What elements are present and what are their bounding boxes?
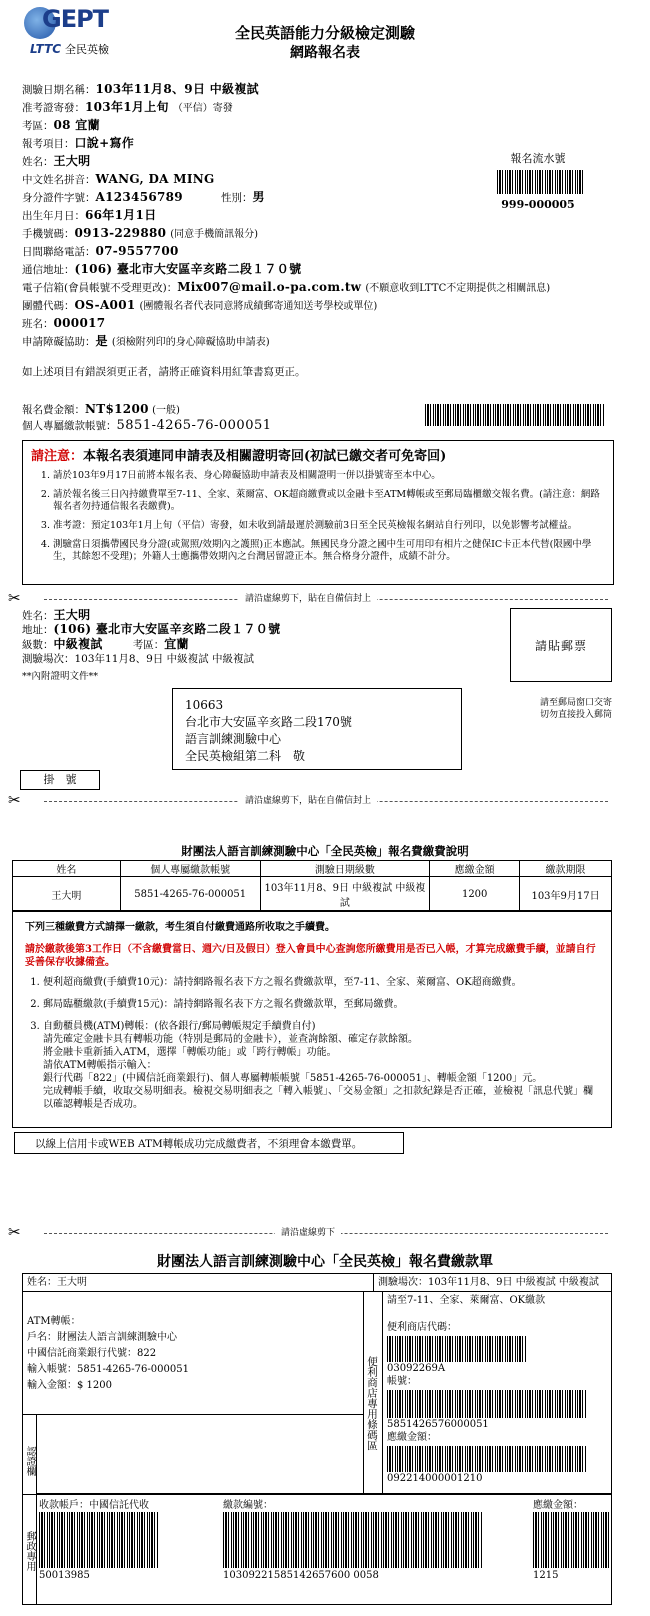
form-row <box>22 262 301 277</box>
payment-title: 財團法人語言訓練測驗中心「全民英檢」報名費繳費說明 <box>181 844 469 858</box>
form-row <box>22 118 100 133</box>
env-date-row <box>22 652 254 666</box>
env-name: 王大明 <box>53 608 91 622</box>
env-level-label: 級數： <box>22 639 54 651</box>
credit-note-text: 以線上信用卡或WEB ATM轉帳成功完成繳費者，不須理會本繳費單。 <box>35 1138 363 1150</box>
form-row <box>22 280 550 296</box>
slip-name-label: 姓名： <box>27 1277 57 1288</box>
recipient-line: 10663 <box>185 698 224 712</box>
form-row-label: 通信地址： <box>22 264 75 276</box>
amount-barcode-value: 092214000001210 <box>387 1473 483 1484</box>
atm-line: 完成轉帳手續，收取交易明細表。檢視交易明細表之「轉入帳號」、「交易金額」之扣款紀錄是否正確，並檢視「訊息代號」欄以確認轉帳是否成功。 <box>43 1086 593 1110</box>
slip-conv-label <box>363 1292 383 1494</box>
store-barcode-value: 03092269A <box>387 1363 446 1374</box>
form-row <box>22 244 179 259</box>
slip-payee-label: 收款帳戶：中國信託代收 <box>39 1500 149 1511</box>
env-date-label: 測驗場次： <box>22 653 75 665</box>
scissors-icon: ✂ <box>8 1223 21 1241</box>
slip-conv-label-text: 便利商店專用條碼區 <box>366 1355 378 1451</box>
form-row-value: 是 <box>95 334 108 348</box>
form-row-label: 准考證寄發： <box>22 102 85 114</box>
pay-no-barcode <box>223 1512 483 1568</box>
cut-line-text: 請沿虛線剪下，貼在自備信封上 <box>239 594 377 604</box>
notice-heading <box>31 445 605 464</box>
form-row-value: 王大明 <box>53 154 91 168</box>
form-row-value: 66年1月1日 <box>85 208 157 222</box>
form-row <box>22 208 157 223</box>
form-row-label: 姓名： <box>22 156 54 168</box>
slip-stamp-label: 認證欄 <box>23 1415 37 1494</box>
atm-line: 請先確定金融卡具有轉帳功能（特別是郵局的金融卡），並查詢餘額、確定存款餘額。 <box>43 1034 418 1045</box>
cut-line <box>8 1223 608 1241</box>
form-row-value: 0913-229880 <box>74 226 167 240</box>
payment-table-header: 姓名 <box>13 861 121 877</box>
post-note-line: 請至郵局窗口交寄 <box>539 698 612 708</box>
recipient-box <box>172 688 462 770</box>
form-row-extra-value: 男 <box>252 190 265 204</box>
slip-atm-line: ATM轉帳： <box>27 1316 81 1327</box>
slip-date-label: 測驗場次： <box>378 1277 428 1288</box>
form-row-value: OS-A001 <box>74 298 136 312</box>
payment-methods <box>43 976 601 1111</box>
form-row <box>22 226 258 242</box>
notice-item: 1. 請於103年9月17日前將本報名表、身心障礙協助申請表及相關證明一併以掛號寄至本中心。 <box>53 470 605 482</box>
notice-list <box>53 470 605 563</box>
payment-method: 2. 郵局臨櫃繳款(手續費15元)：請持網路報名表下方之報名費繳款單，至郵局繳費。 <box>43 998 601 1011</box>
slip-title: 財團法人語言訓練測驗中心「全民英檢」報名費繳款單 <box>157 1254 493 1270</box>
form-row <box>22 316 105 331</box>
form-row-note: （平信）寄發 <box>172 103 233 114</box>
slip-acct-label: 帳號： <box>387 1376 417 1387</box>
amount-barcode-bottom <box>533 1512 609 1568</box>
env-addr-label: 地址： <box>22 624 54 636</box>
credit-note <box>14 1132 404 1154</box>
form-row-label: 出生年月日： <box>22 210 85 222</box>
slip-atm-line: 輸入金額：$ 1200 <box>27 1380 112 1391</box>
account-row <box>22 419 272 433</box>
form-title: 全民英語能力分級檢定測驗 <box>234 24 415 42</box>
logo-brand: LTTC <box>30 42 62 56</box>
form-row-value: (106) 臺北市大安區辛亥路二段１７０號 <box>74 262 302 276</box>
form-row-note: (須檢附列印的身心障礙協助申請表) <box>111 337 270 348</box>
form-row <box>22 298 377 314</box>
form-row-value: 07-9557700 <box>95 244 179 258</box>
slip-conv-area <box>387 1294 609 1485</box>
slip-amount: 1215 <box>533 1570 559 1581</box>
payment-table-cell: 5851-4265-76-000051 <box>120 877 260 912</box>
env-name-row <box>22 608 90 623</box>
env-enclosed: **內附證明文件** <box>22 671 99 682</box>
form-row <box>22 334 270 350</box>
logo-subtext: 全民英檢 <box>64 43 109 56</box>
slip-name: 王大明 <box>57 1277 87 1288</box>
scissors-icon: ✂ <box>8 791 21 809</box>
notice-item: 3. 准考證：預定103年1月上旬（平信）寄發，如未收到請最遲於測驗前3日至全民英檢報名網站自行列印，以免影響考試權益。 <box>53 520 605 532</box>
form-row <box>22 82 259 97</box>
form-row-value: 08 宜蘭 <box>53 118 100 132</box>
slip-bottom-bar <box>37 1493 612 1605</box>
recipient-line: 全民英檢組第二科 敬 <box>185 749 306 763</box>
form-row-label: 測驗日期名稱： <box>22 84 96 96</box>
recipient-line: 台北市大安區辛亥路二段170號 <box>185 715 352 729</box>
notice-item: 4. 測驗當日須攜帶國民身分證(或駕照/效期內之護照)正本應試。無國民身分證之國中生可用印有相片之健保IC卡正本代替(限國中學生，其餘恕不受理)；外籍人士應攜帶效期內之台灣居留證正本。無合格身分證件，成績不計分。 <box>53 539 605 563</box>
post-note <box>520 697 612 721</box>
notice-item: 2. 請於報名後三日內持繳費單至7-11、全家、萊爾富、OK超商繳費或以金融卡至ATM轉帳或至郵局臨櫃繳交報名費。(請注意：網路報名者勿持通信報名表繳費)。 <box>53 489 605 513</box>
slip-amount-label: 應繳金額： <box>533 1500 583 1511</box>
form-row-label: 考區： <box>22 120 54 132</box>
env-addr-row <box>22 622 280 637</box>
logo-text: GEPT <box>42 5 109 33</box>
form-row <box>22 100 233 116</box>
payment-red-note: 請於繳款後第3工作日（不含繳費當日、週六/日及假日）登入會員中心查詢您所繳費用是否已入帳，才算完成繳費手續，並請自行妥善保存收據備查。 <box>25 944 596 968</box>
payment-intro: 下列三種繳費方式請擇一繳款，考生須自付繳費通路所收取之手續費。 <box>25 922 335 933</box>
slip-pay-no: 10309221585142657600 0058 <box>223 1570 379 1581</box>
serial-label: 報名流水號 <box>510 152 566 165</box>
payment-table-cell: 103年11月8、9日 中級複試 中級複試 <box>260 877 430 912</box>
env-date: 103年11月8、9日 中級複試 中級複試 <box>74 653 254 665</box>
fee-note: (一般) <box>152 405 180 416</box>
form-row-value: 103年11月8、9日 中級複試 <box>95 82 259 96</box>
registered-label: 掛 號 <box>43 773 77 786</box>
registered-box <box>20 770 100 790</box>
slip-top-row <box>23 1274 611 1292</box>
form-row-label: 班名： <box>22 318 54 330</box>
atm-line: 請依ATM轉帳指示輸入： <box>43 1060 157 1071</box>
payment-table-cell: 103年9月17日 <box>520 877 612 912</box>
form-row-value: 口說+寫作 <box>74 136 135 150</box>
cut-line <box>8 791 608 809</box>
env-level: 中級複試 <box>53 637 103 651</box>
stamp-box <box>510 608 612 682</box>
scissors-icon: ✂ <box>8 589 21 607</box>
form-row-value: 103年1月上旬 <box>85 100 169 114</box>
form-row-label: 身分證件字號： <box>22 192 96 204</box>
payment-instructions <box>12 910 612 1128</box>
form-row-note: (同意手機簡訊報分) <box>170 229 259 240</box>
form-row-label: 手機號碼： <box>22 228 75 240</box>
post-note-line: 切勿直接投入郵筒 <box>539 710 612 720</box>
slip-payee-code: 50013985 <box>39 1570 90 1581</box>
env-area-label: 考區： <box>132 639 165 651</box>
slip-pay-no-label: 繳款編號： <box>223 1500 273 1511</box>
form-row-label: 團體代碼： <box>22 300 75 312</box>
form-row-label: 申請障礙協助： <box>22 336 96 348</box>
payee-barcode <box>39 1512 159 1568</box>
form-row-label: 中文姓名拼音： <box>22 174 96 186</box>
form-row-value: WANG, DA MING <box>95 172 215 186</box>
slip-atm-line: 中國信託商業銀行代號：822 <box>27 1348 157 1359</box>
amount-barcode <box>387 1446 587 1472</box>
notice-heading-red: 請注意： <box>31 449 84 464</box>
slip-post-label-text: 郵政專用 <box>24 1531 35 1571</box>
payment-table-header: 測驗日期級數 <box>260 861 430 877</box>
form-row-extra-label: 性別： <box>220 192 253 204</box>
fee-row <box>22 402 180 418</box>
payment-table <box>12 860 612 912</box>
serial-value: 999-000005 <box>501 198 575 211</box>
atm-line: 3. 自動櫃員機(ATM)轉帳：(依各銀行/郵局轉帳規定手續費自付) <box>43 1021 316 1032</box>
form-row <box>22 190 265 205</box>
cut-line-text: 請沿虛線剪下 <box>275 1228 341 1238</box>
form-row-note: (團體報名者代表同意將成績郵寄通知送考學校或單位) <box>139 301 378 312</box>
atm-line: 銀行代碼「822」(中國信託商業銀行)、個人專屬轉帳帳號「5851-4265-76-000051」、轉帳金額「1200」元。 <box>43 1073 543 1084</box>
recipient-line: 語言訓練測驗中心 <box>185 732 282 746</box>
slip-store-code-label: 便利商店代碼： <box>387 1322 457 1333</box>
payment-method-atm <box>43 1020 601 1111</box>
form-row <box>22 154 90 169</box>
payment-method: 1. 便利超商繳費(手續費10元)：請持網路報名表下方之報名費繳款單，至7-11、全家、萊爾富、OK超商繳費。 <box>43 976 601 989</box>
form-row-value: A123456789 <box>95 190 183 204</box>
form-row <box>22 136 134 151</box>
account-value: 5851-4265-76-000051 <box>116 418 272 433</box>
notice-box <box>22 440 614 585</box>
slip-amt-label: 應繳金額： <box>387 1432 437 1443</box>
form-row-label: 報考項目： <box>22 138 75 150</box>
form-subtitle: 網路報名表 <box>290 45 360 61</box>
payment-table-cell: 1200 <box>430 877 520 912</box>
cut-line-text: 請沿虛線剪下，貼在自備信封上 <box>239 796 377 806</box>
env-area: 宜蘭 <box>164 637 189 651</box>
atm-line: 將金融卡重新插入ATM，選擇「轉帳功能」或「跨行轉帳」功能。 <box>43 1047 337 1058</box>
slip-conv-head: 請至7-11、全家、萊爾富、OK繳款 <box>387 1295 546 1306</box>
env-level-row <box>22 637 189 652</box>
env-name-label: 姓名： <box>22 610 54 622</box>
fee-label: 報名費金額： <box>22 404 85 416</box>
account-label: 個人專屬繳款帳號： <box>22 420 117 432</box>
slip-date: 103年11月8、9日 中級複試 中級複試 <box>428 1277 599 1288</box>
account-barcode-slip <box>387 1390 587 1418</box>
payment-table-header: 個人專屬繳款帳號 <box>120 861 260 877</box>
form-row-value: 000017 <box>53 316 106 330</box>
form-row-note: (不願意收到LTTC不定期提供之相關訊息) <box>365 283 551 294</box>
form-row-value: Mix007@mail.o-pa.com.tw <box>177 280 362 294</box>
account-barcode-value: 5851426576000051 <box>387 1419 489 1430</box>
slip-atm-line: 戶名：財團法人語言訓練測驗中心 <box>27 1332 177 1343</box>
slip-stamp-area <box>23 1414 363 1494</box>
payment-table-cell: 王大明 <box>13 877 121 912</box>
cut-line <box>8 589 608 607</box>
env-addr: (106) 臺北市大安區辛亥路二段１７０號 <box>53 622 281 636</box>
form-row-label: 電子信箱(會員帳號不受理更改)： <box>22 282 178 294</box>
account-barcode <box>425 404 605 426</box>
slip-post-label <box>23 1495 37 1605</box>
correction-note: 如上述項目有錯誤須更正者，請將正確資料用紅筆書寫更正。 <box>22 366 306 378</box>
slip-atm-line: 輸入帳號：5851-4265-76-000051 <box>27 1364 189 1375</box>
form-row-label: 日間聯絡電話： <box>22 246 96 258</box>
payment-table-header: 繳款期限 <box>520 861 612 877</box>
serial-barcode <box>497 170 585 194</box>
payment-table-header: 應繳金額 <box>430 861 520 877</box>
slip-atm <box>27 1314 189 1394</box>
form-row <box>22 172 215 187</box>
stamp-label: 請貼郵票 <box>534 638 587 653</box>
store-barcode <box>387 1336 527 1362</box>
fee-value: NT$1200 <box>85 402 149 416</box>
notice-heading-text: 本報名表須連同申請表及相關證明寄回(初試已繳交者可免寄回) <box>83 449 447 464</box>
